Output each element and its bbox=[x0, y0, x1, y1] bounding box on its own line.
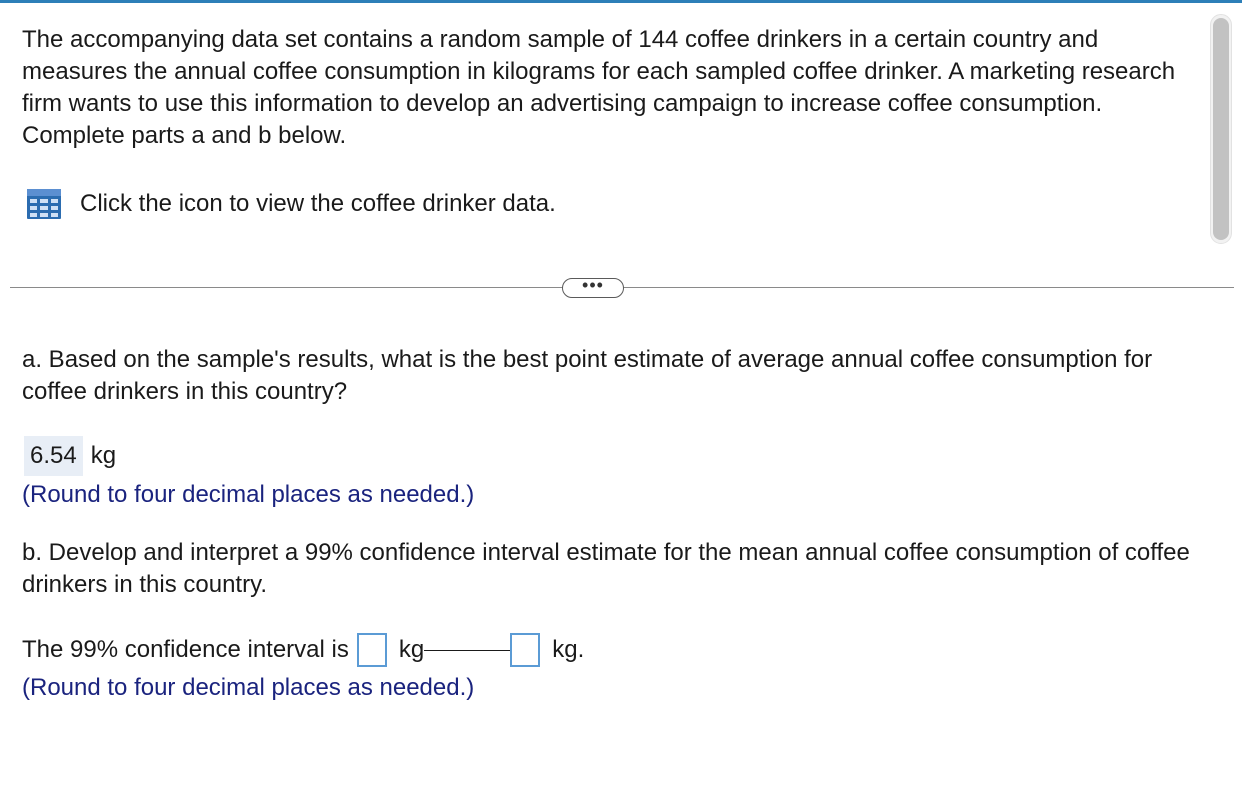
confidence-interval-row bbox=[22, 630, 584, 670]
view-data-link[interactable] bbox=[26, 188, 556, 220]
ci-upper-unit: kg. bbox=[552, 636, 585, 663]
ci-upper-input[interactable] bbox=[510, 633, 540, 667]
part-b-question: b. Develop and interpret a 99% confidence interval estimate for the mean annual coffee consumption of coffee drinkers in this country. bbox=[22, 539, 1190, 598]
part-a-answer-value[interactable]: 6.54 bbox=[24, 436, 83, 476]
part-a-question: a. Based on the sample's results, what is the best point estimate of average annual coffee consumption for coffee drinkers in this country? bbox=[22, 346, 1153, 405]
view-data-label[interactable]: Click the icon to view the coffee drinker data. bbox=[80, 190, 556, 217]
intro-text: The accompanying data set contains a random sample of 144 coffee drinkers in a certain country and measures the annual coffee consumption in kilograms for each sampled coffee drinker. A marketing research firm wants to use this information to develop an advertising campaign to increase coffee consumption. Complete parts a and b below. bbox=[22, 26, 1176, 149]
top-accent-rule bbox=[0, 0, 1242, 3]
part-b-rounding-hint: (Round to four decimal places as needed.) bbox=[22, 674, 475, 701]
scrollbar-thumb[interactable] bbox=[1213, 18, 1229, 240]
table-grid-icon[interactable] bbox=[26, 188, 62, 220]
part-a-rounding-hint: (Round to four decimal places as needed.) bbox=[22, 481, 475, 508]
ci-lower-unit: kg bbox=[398, 636, 425, 663]
part-a-answer-row bbox=[24, 436, 116, 476]
expand-more-button[interactable]: ••• bbox=[562, 278, 624, 298]
ci-lower-input[interactable] bbox=[357, 633, 387, 667]
part-a-answer-unit: kg bbox=[90, 442, 117, 469]
ci-prefix-text: The 99% confidence interval is bbox=[22, 636, 349, 663]
ci-range-dash bbox=[424, 650, 510, 651]
